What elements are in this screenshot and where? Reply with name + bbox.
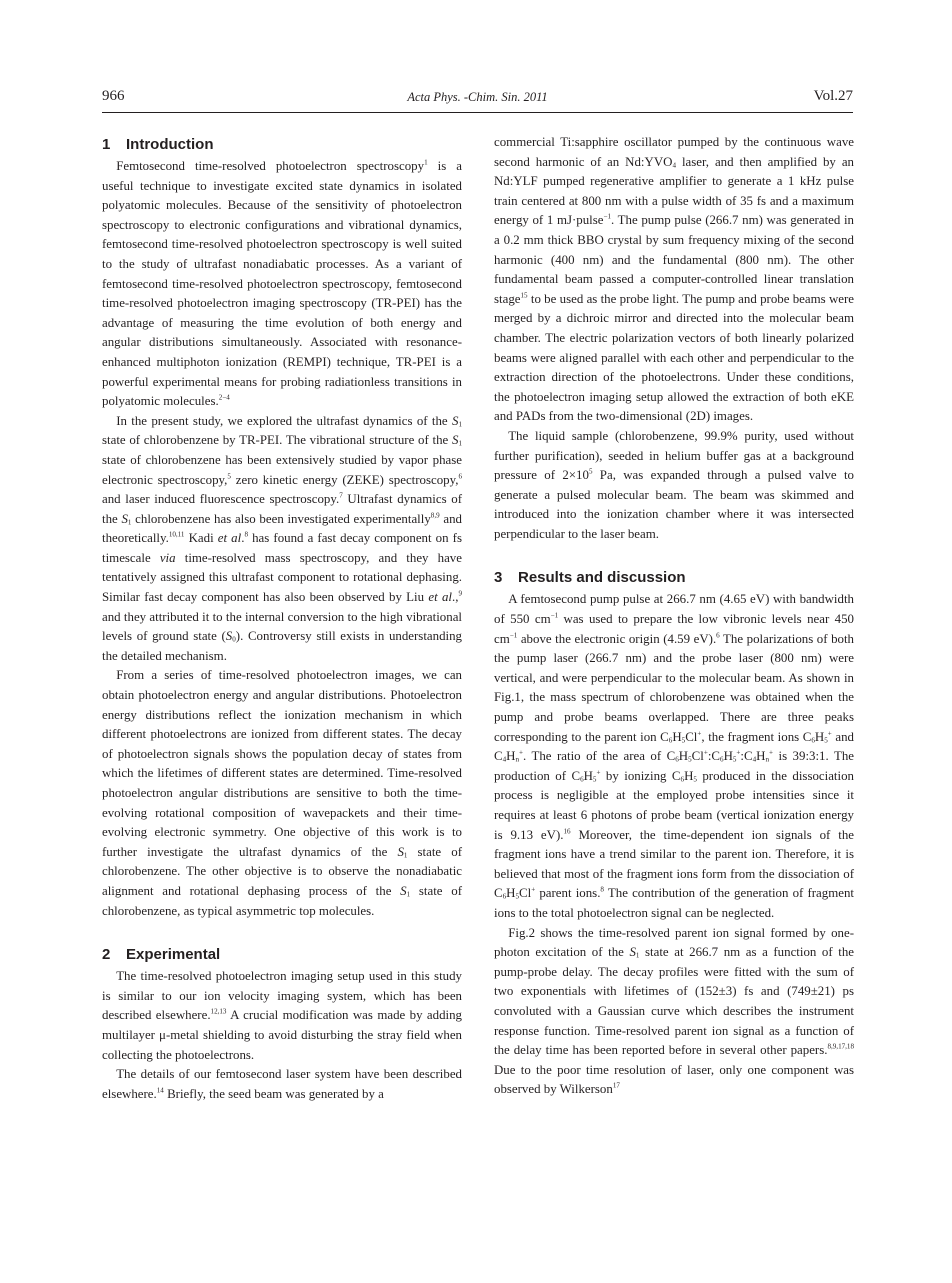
- superscript: 1: [424, 158, 428, 167]
- subscript: 1: [403, 851, 408, 860]
- subscript: n: [515, 755, 520, 764]
- text-run: Cl: [685, 729, 698, 744]
- text-run: :C: [707, 749, 721, 764]
- text-run: parent ions.: [535, 886, 601, 901]
- superscript: +: [703, 748, 708, 757]
- italic-text: S: [452, 433, 459, 448]
- subscript: 4: [672, 161, 676, 169]
- subscript: 6: [811, 736, 815, 745]
- superscript: 15: [520, 291, 528, 300]
- text-run: state of chlorobenzene. The other objective is to observe the nonadiabatic alignment and rotational dephasing process of the: [102, 844, 462, 898]
- text-run: , the fragment ions C: [701, 729, 812, 744]
- subscript: 5: [824, 736, 828, 745]
- body-paragraph: [102, 412, 462, 667]
- superscript: 12,13: [210, 1008, 227, 1017]
- text-run: The contribution of the generation of fragment ions to the total photoelectron signal can be neglected.: [494, 886, 854, 920]
- volume-label: Vol.27: [813, 88, 853, 104]
- text-run: H: [684, 768, 694, 783]
- text-run: Moreover, the time-dependent ion signals of the fragment ions have a trend similar to the parent ion. Therefore, it is believed that most of the fragment ions form from the dissociation of C: [494, 827, 854, 901]
- text-run: The time-resolved photoelectron imaging setup used in this study is similar to our ion velocity imaging system, which has been described elsewhere.: [102, 969, 462, 1023]
- subscript: 6: [680, 775, 685, 784]
- superscript: +: [827, 729, 832, 738]
- subscript: 5: [693, 775, 697, 784]
- superscript: 9: [458, 589, 462, 598]
- italic-text: et al: [428, 590, 452, 605]
- superscript: 14: [156, 1086, 164, 1095]
- section-heading: [102, 133, 462, 157]
- body-paragraph: [102, 1065, 462, 1104]
- text-run: .: [241, 531, 245, 546]
- text-run: commercial Ti:sapphire oscillator pumped by the continuous wave second harmonic of an Nd:YVO: [494, 135, 854, 169]
- text-run: . The ratio of the area of C: [523, 749, 676, 764]
- superscript: −1: [550, 611, 559, 620]
- subscript: 1: [406, 890, 411, 899]
- subscript: 5: [592, 775, 597, 784]
- section-number: 2: [102, 946, 111, 964]
- text-run: H: [723, 749, 733, 764]
- superscript: 7: [339, 491, 343, 500]
- superscript: +: [519, 748, 524, 757]
- section-number: 1: [102, 136, 111, 153]
- superscript: 8: [600, 886, 604, 895]
- text-run: . The pump pulse (266.7 nm) was generated in a 0.2 mm thick BBO crystal by sum frequency mixing of the second harmonic (400 nm) and the fundamental (800 nm). The other fundamental beam passed a computer-controlled linear translation stage: [494, 213, 854, 306]
- superscript: 16: [563, 827, 571, 836]
- superscript: 5: [588, 467, 593, 476]
- subscript: 5: [515, 892, 520, 901]
- superscript: −1: [603, 213, 612, 222]
- text-run: H: [756, 749, 766, 764]
- body-paragraph: [102, 666, 462, 921]
- superscript: +: [596, 768, 601, 777]
- superscript: +: [736, 748, 741, 757]
- text-run: produced in the dissociation process is negligible at the employed probe intensities since it requires at least 6 photons of probe beam (vertical ionization energy is 9.13 eV).: [494, 768, 854, 842]
- text-run: above the electronic origin (4.59 eV).: [517, 631, 717, 646]
- text-run: The liquid sample (chlorobenzene, 99.9% purity, used without further purification), seeded in helium buffer gas at a background pressure of 2×10: [494, 428, 854, 483]
- italic-text: S: [452, 413, 459, 428]
- italic-text: S: [225, 629, 233, 644]
- italic-text: S: [400, 883, 407, 898]
- superscript: −1: [509, 631, 518, 640]
- text-run: and they attributed it to the internal conversion to the high vibrational levels of ground state (: [102, 609, 462, 644]
- superscript: +: [697, 729, 702, 738]
- text-run: H: [678, 749, 689, 764]
- subscript: 6: [502, 892, 507, 901]
- page-number: 966: [102, 88, 125, 104]
- text-run: Kadi: [184, 531, 218, 546]
- text-run: Cl: [691, 749, 704, 764]
- body-paragraph: [102, 967, 462, 1065]
- section-title: Results and discussion: [518, 569, 686, 587]
- text-run: .,: [452, 590, 459, 605]
- body-paragraph: [494, 924, 854, 1100]
- text-run: H: [583, 768, 593, 783]
- text-run: by ionizing C: [600, 768, 681, 783]
- subscript: 5: [681, 736, 686, 745]
- body-paragraph: [494, 590, 854, 923]
- superscript: +: [531, 886, 536, 895]
- text-run: Femtosecond time-resolved photoelectron spectroscopy: [116, 159, 425, 173]
- text-run: is 39:3:1. The production of C: [494, 749, 854, 783]
- text-run: Pa, was expanded through a pulsed valve to generate a pulsed molecular beam. The beam was skimmed and introduced into the ionization chamber where it was intersected perpendicular to the laser beam.: [494, 468, 854, 541]
- section-heading: [102, 943, 462, 967]
- text-run: and laser induced fluorescence spectroscopy.: [102, 492, 340, 507]
- right-column: [494, 133, 854, 1100]
- text-run: state of chlorobenzene has been extensively studied by vapor phase electronic spectroscopy,: [102, 452, 462, 487]
- text-run: In the present study, we explored the ultrafast dynamics of the: [116, 413, 452, 428]
- text-run: laser, and then amplified by an Nd:YLF pumped regenerative amplifier to generate a 1 kHz pulse train centered at 800 nm with a pulse width of 35 fs and a maximum energy of 1 mJ·pulse: [494, 154, 854, 228]
- superscript: 8,9: [430, 511, 440, 520]
- left-column: [102, 133, 462, 1104]
- superscript: 17: [612, 1082, 620, 1090]
- subscript: 1: [458, 420, 462, 429]
- italic-text: via: [159, 550, 176, 565]
- page-header: [102, 88, 853, 113]
- superscript: +: [769, 748, 774, 757]
- text-run: A femtosecond pump pulse at 266.7 nm (4.65 eV) with bandwidth of 550 cm: [494, 592, 854, 627]
- superscript: 6: [458, 472, 462, 481]
- text-run: ). Controversy still exists in understanding the detailed mechanism.: [102, 629, 462, 663]
- italic-text: S: [121, 511, 128, 526]
- text-run: H: [506, 749, 516, 764]
- subscript: 6: [720, 755, 724, 764]
- text-run: Cl: [519, 886, 532, 901]
- subscript: 6: [668, 736, 673, 745]
- journal-title: Acta Phys. -Chim. Sin. 2011: [407, 90, 548, 104]
- italic-text: S: [397, 844, 404, 859]
- text-run: H: [672, 729, 682, 744]
- subscript: 5: [688, 755, 692, 764]
- text-run: state at 266.7 nm as a function of the pump-probe delay. The decay profiles were fitted with the sum of two exponentials with lifetimes of (152±3) fs and (749±21) ps convoluted with a Gaussian curve which describes the instrument response function. Time-resolved parent ion signal as a function of the delay time has been reported before in several other papers.: [494, 945, 854, 1058]
- text-run: and C: [494, 729, 854, 764]
- text-run: Fig.2 shows the time-resolved parent ion signal formed by one-photon excitation of the: [494, 925, 854, 960]
- text-run: was used to prepare the low vibronic levels near 450 cm: [494, 612, 854, 646]
- text-run: and theoretically.: [102, 511, 462, 546]
- text-run: From a series of time-resolved photoelectron images, we can obtain photoelectron energy and angular distributions. Photoelectron energy distributions reflect the ionization mechanism in which different photoelectrons are ionized from different states. The decay of photoelectron signals shows the population decay of states from which the lifetimes of different states are determined. Time-resolved photoelectron angular distributions are sensitive to both the time-evolving rotational composition of wavepackets and their time-evolving electronic symmetry. One objective of this work is to further investigate the ultrafast dynamics of the: [102, 668, 462, 859]
- body-paragraph: [494, 427, 854, 545]
- subscript: 5: [732, 755, 737, 764]
- text-run: H: [506, 886, 516, 901]
- section-heading: [494, 566, 854, 590]
- text-run: has found a fast decay component on fs timescale: [102, 531, 462, 565]
- subscript: 1: [635, 951, 640, 960]
- subscript: 6: [580, 775, 584, 784]
- subscript: 1: [458, 439, 462, 448]
- text-run: time-resolved mass spectroscopy, and they have tentatively assigned this ultrafast component to rotational dephasing. Similar fast decay component has also been observed by Liu: [102, 550, 462, 605]
- text-run: state of chlorobenzene by TR-PEI. The vibrational structure of the: [102, 433, 452, 448]
- text-run: to be used as the probe light. The pump and probe beams were merged by a dichroic mirror and directed into the molecular beam chamber. The electric polarization vectors of both linearly polarized beams were aligned parallel with each other and perpendicular to the extraction direction of the photoelectrons. Under these conditions, the photoelectron imaging setup allowed the extraction of both eKE and PADs from the two-dimensional (2D) images.: [494, 291, 854, 424]
- subscript: 1: [127, 518, 132, 527]
- section-number: 3: [494, 569, 503, 587]
- text-run: zero kinetic energy (ZEKE) spectroscopy,: [230, 472, 459, 487]
- subscript: 4: [752, 755, 757, 764]
- superscript: 8: [244, 530, 248, 539]
- text-run: :C: [740, 749, 753, 764]
- text-run: state of chlorobenzene, as typical asymmetric top molecules.: [102, 883, 462, 918]
- superscript: 2−4: [218, 393, 230, 402]
- subscript: n: [765, 755, 770, 764]
- text-run: Ultrafast dynamics of the: [102, 492, 462, 526]
- text-run: Due to the poor time resolution of laser, only one component was observed by Wilkerson: [494, 1062, 854, 1097]
- superscript: 5: [227, 472, 231, 481]
- text-run: is a useful technique to investigate excited state dynamics in isolated polyatomic molecules. Because of the sensitivity of photoelectron spectroscopy to electronic configurations and vibrational dynamics, femtosecond time-resolved photoelectron spectroscopy is well suited to the study of ultrafast nonadiabatic processes. As a variant of femtosecond time-resolved photoelectron spectroscopy, femtosecond time-resolved photoelectron imaging spectroscopy (TR-PEI) has the advantage of measuring the time evolution of both energy and angular distributions simultaneously. Associated with resonance-enhanced multiphoton ionization (REMPI) technique, TR-PEI is a powerful experimental means for probing radiationless transitions in polyatomic molecules.: [102, 159, 463, 409]
- body-paragraph: [102, 157, 462, 412]
- superscript: 8,9,17,18: [827, 1042, 854, 1051]
- italic-text: S: [629, 945, 636, 960]
- italic-text: et al: [217, 531, 242, 546]
- subscript: 0: [232, 635, 236, 644]
- subscript: 4: [502, 755, 507, 764]
- superscript: 6: [716, 631, 720, 640]
- text-run: Briefly, the seed beam was generated by a: [163, 1086, 384, 1101]
- section-title: Experimental: [126, 946, 221, 964]
- text-run: A crucial modification was made by adding multilayer μ-metal shielding to avoid disturbing the stray field when collecting the photoelectrons.: [102, 1008, 462, 1062]
- subscript: 6: [675, 755, 679, 764]
- superscript: 10,11: [168, 530, 185, 539]
- body-paragraph: [494, 133, 854, 427]
- text-run: chlorobenzene has also been investigated experimentally: [131, 511, 431, 526]
- text-run: The details of our femtosecond laser system have been described elsewhere.: [102, 1067, 462, 1101]
- text-run: H: [814, 729, 825, 744]
- section-title: Introduction: [126, 136, 214, 153]
- text-run: The polarizations of both the pump laser (266.7 nm) and the probe laser (800 nm) were vertical, and were perpendicular to the molecular beam. As shown in Fig.1, the mass spectrum of chlorobenzene was obtained when the pump and probe beams overlapped. There are three peaks corresponding to the parent ion C: [494, 631, 854, 744]
